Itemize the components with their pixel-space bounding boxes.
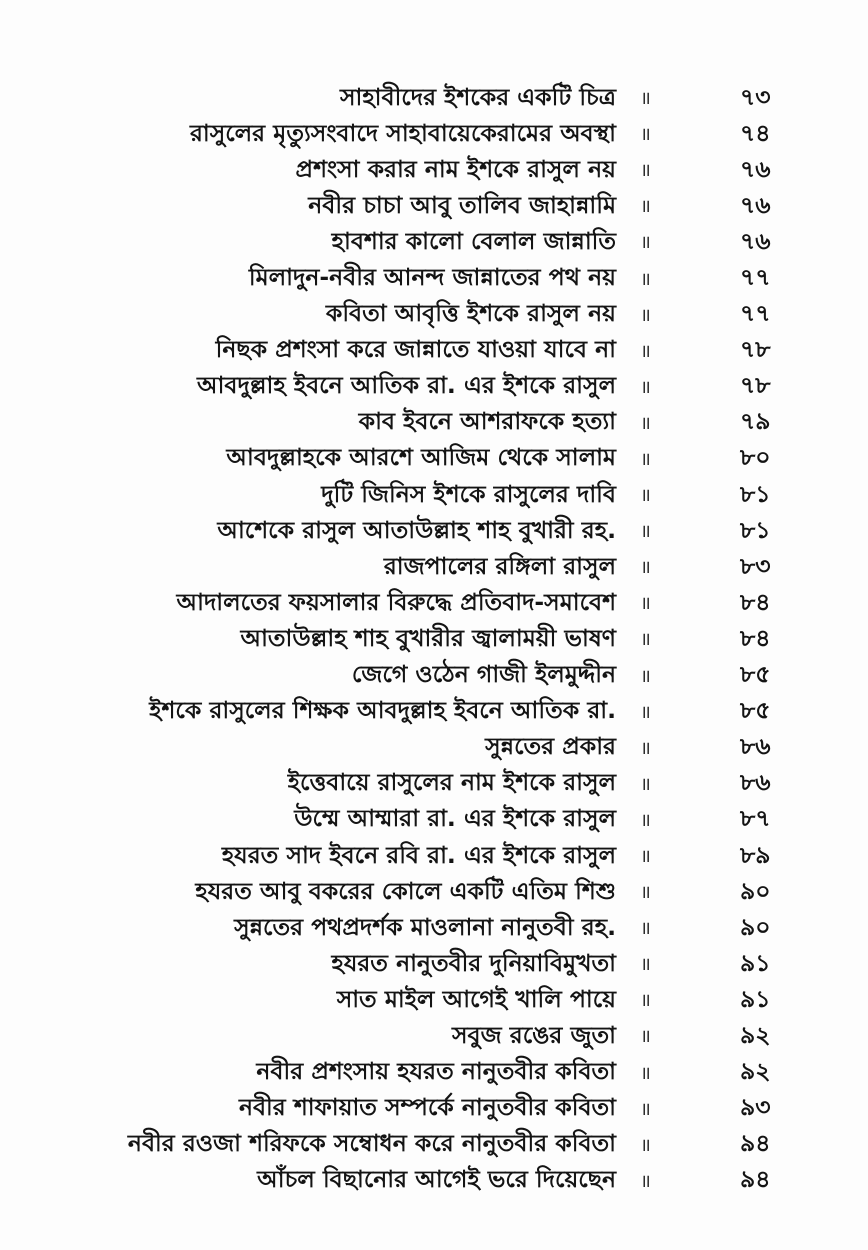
toc-entry-title: জেগে ওঠেন গাজী ইলমুদ্দীন (351, 660, 616, 689)
toc-separator: ॥ (640, 918, 651, 940)
toc-row (0, 658, 868, 694)
toc-separator: ॥ (640, 882, 651, 904)
toc-row (0, 838, 868, 874)
toc-separator: ॥ (640, 629, 651, 651)
toc-separator: ॥ (640, 340, 651, 362)
toc-separator: ॥ (640, 268, 651, 290)
toc-row (0, 477, 868, 513)
toc-page-number: ৯২ (740, 1057, 771, 1086)
toc-separator: ॥ (640, 1134, 651, 1156)
toc-row (0, 1163, 868, 1199)
toc-page-number: ৮১ (740, 515, 771, 544)
toc-row (0, 80, 868, 116)
toc-row (0, 982, 868, 1018)
toc-row (0, 730, 868, 766)
toc-entry-title: প্রশংসা করার নাম ইশকে রাসুল নয় (295, 154, 616, 183)
toc-row (0, 260, 868, 296)
toc-page-number: ৯৩ (740, 1093, 771, 1122)
toc-separator: ॥ (640, 521, 651, 543)
toc-page-number: ৭৯ (740, 407, 771, 436)
toc-separator: ॥ (640, 737, 651, 759)
toc-separator: ॥ (640, 1170, 651, 1192)
toc-separator: ॥ (640, 665, 651, 687)
toc-page-number: ৭৬ (740, 190, 771, 219)
toc-row (0, 1018, 868, 1054)
toc-entry-title: সুন্নতের পথপ্রদর্শক মাওলানা নানুতবী রহ. (234, 912, 616, 941)
toc-entry-title: রাজপালের রঙ্গিলা রাসুল (383, 551, 616, 580)
toc-page-number: ৮০ (740, 443, 771, 472)
toc-page-number: ৯০ (740, 912, 771, 941)
toc-entry-title: উম্মে আম্মারা রা. এর ইশকে রাসুল (294, 804, 616, 833)
toc-entry-title: আবদুল্লাহ ইবনে আতিক রা. এর ইশকে রাসুল (196, 371, 616, 400)
toc-page-number: ৭৭ (740, 299, 771, 328)
toc-row (0, 874, 868, 910)
toc-page-number: ৯৪ (740, 1129, 771, 1158)
toc-page-number: ৯২ (740, 1020, 771, 1049)
toc-separator: ॥ (640, 1026, 651, 1048)
toc-entry-title: মিলাদুন-নবীর আনন্দ জান্নাতের পথ নয় (248, 263, 616, 292)
toc-page-number: ৭৬ (740, 154, 771, 183)
toc-separator: ॥ (640, 701, 651, 723)
toc-page-number: ৮৫ (740, 696, 771, 725)
toc-separator: ॥ (640, 124, 651, 146)
toc-entry-title: ইশকে রাসুলের শিক্ষক আবদুল্লাহ ইবনে আতিক রা. (149, 696, 616, 725)
toc-row (0, 369, 868, 405)
toc-separator: ॥ (640, 593, 651, 615)
toc-separator: ॥ (640, 304, 651, 326)
toc-page-number: ৮৭ (740, 804, 771, 833)
toc-page-number: ৮১ (740, 479, 771, 508)
toc-entry-title: নবীর শাফায়াত সম্পর্কে নানুতবীর কবিতা (238, 1093, 616, 1122)
toc-entry-title: হযরত সাদ ইবনে রবি রা. এর ইশকে রাসুল (221, 840, 616, 869)
toc-entry-title: আদালতের ফয়সালার বিরুদ্ধে প্রতিবাদ-সমাবেশ (176, 587, 616, 616)
toc-entry-title: রাসুলের মৃত্যুসংবাদে সাহাবায়েকেরামের অবস্থা (189, 118, 616, 147)
toc-row (0, 116, 868, 152)
toc-entry-title: কবিতা আবৃত্তি ইশকে রাসুল নয় (325, 299, 616, 328)
toc-entry-title: নিছক প্রশংসা করে জান্নাতে যাওয়া যাবে না (215, 335, 616, 364)
toc-separator: ॥ (640, 485, 651, 507)
toc-row (0, 549, 868, 585)
toc-entry-title: নবীর রওজা শরিফকে সম্বোধন করে নানুতবীর কবিতা (127, 1129, 616, 1158)
toc-separator: ॥ (640, 846, 651, 868)
toc-page-number: ৮৬ (740, 732, 771, 761)
toc-row (0, 946, 868, 982)
toc-separator: ॥ (640, 954, 651, 976)
toc-page-number: ৮৫ (740, 660, 771, 689)
toc-separator: ॥ (640, 990, 651, 1012)
toc-page-number: ৭৩ (740, 82, 771, 111)
toc-row (0, 333, 868, 369)
toc-row (0, 766, 868, 802)
toc-entry-title: ইত্তেবায়ে রাসুলের নাম ইশকে রাসুল (287, 768, 616, 797)
toc-page-number: ৭৭ (740, 263, 771, 292)
toc-page-number: ৯৪ (740, 1165, 771, 1194)
toc-row (0, 297, 868, 333)
toc-row (0, 621, 868, 657)
toc-entry-title: সুন্নতের প্রকার (485, 732, 616, 761)
toc-entry-title: হযরত নানুতবীর দুনিয়াবিমুখতা (331, 948, 616, 977)
toc-separator: ॥ (640, 232, 651, 254)
toc-entry-title: সাহাবীদের ইশকের একটি চিত্র (339, 82, 616, 111)
toc-page-number: ৯১ (740, 948, 771, 977)
toc-row (0, 802, 868, 838)
toc-separator: ॥ (640, 773, 651, 795)
toc-row (0, 585, 868, 621)
table-of-contents (0, 80, 868, 1199)
toc-separator: ॥ (640, 448, 651, 470)
toc-entry-title: আঁচল বিছানোর আগেই ভরে দিয়েছেন (257, 1165, 616, 1194)
toc-row (0, 152, 868, 188)
toc-page-number: ৮৬ (740, 768, 771, 797)
toc-entry-title: সবুজ রঙের জুতা (452, 1020, 616, 1049)
toc-row (0, 513, 868, 549)
toc-page-number: ৮৪ (740, 623, 771, 652)
toc-page-number: ৭৬ (740, 226, 771, 255)
toc-entry-title: আবদুল্লাহকে আরশে আজিম থেকে সালাম (226, 443, 616, 472)
toc-separator: ॥ (640, 160, 651, 182)
toc-entry-title: কাব ইবনে আশরাফকে হত্যা (358, 407, 616, 436)
toc-entry-title: হযরত আবু বকরের কোলে একটি এতিম শিশু (195, 876, 616, 905)
toc-row (0, 224, 868, 260)
toc-page-number: ৮৩ (740, 551, 771, 580)
toc-row (0, 188, 868, 224)
toc-page-number: ৯১ (740, 984, 771, 1013)
toc-entry-title: দুটি জিনিস ইশকে রাসুলের দাবি (321, 479, 616, 508)
toc-row (0, 441, 868, 477)
toc-page-number: ৮৪ (740, 587, 771, 616)
toc-row (0, 1091, 868, 1127)
toc-separator: ॥ (640, 412, 651, 434)
toc-entry-title: আতাউল্লাহ শাহ বুখারীর জ্বালাময়ী ভাষণ (240, 623, 616, 652)
toc-page-number: ৮৯ (740, 840, 771, 869)
toc-entry-title: আশেকে রাসুল আতাউল্লাহ শাহ বুখারী রহ. (217, 515, 616, 544)
toc-row (0, 1055, 868, 1091)
toc-entry-title: নবীর প্রশংসায় হযরত নানুতবীর কবিতা (256, 1057, 616, 1086)
toc-page-number: ৭৮ (740, 335, 771, 364)
toc-row (0, 1127, 868, 1163)
toc-entry-title: সাত মাইল আগেই খালি পায়ে (336, 984, 616, 1013)
toc-separator: ॥ (640, 557, 651, 579)
toc-page-number: ৭৮ (740, 371, 771, 400)
toc-entry-title: নবীর চাচা আবু তালিব জাহান্নামি (308, 190, 616, 219)
toc-separator: ॥ (640, 809, 651, 831)
toc-page-number: ৯০ (740, 876, 771, 905)
toc-row (0, 910, 868, 946)
toc-separator: ॥ (640, 376, 651, 398)
toc-separator: ॥ (640, 196, 651, 218)
toc-row (0, 694, 868, 730)
toc-separator: ॥ (640, 1098, 651, 1120)
toc-page-number: ৭৪ (740, 118, 771, 147)
toc-separator: ॥ (640, 88, 651, 110)
toc-separator: ॥ (640, 1062, 651, 1084)
toc-row (0, 405, 868, 441)
toc-entry-title: হাবশার কালো বেলাল জান্নাতি (331, 226, 616, 255)
